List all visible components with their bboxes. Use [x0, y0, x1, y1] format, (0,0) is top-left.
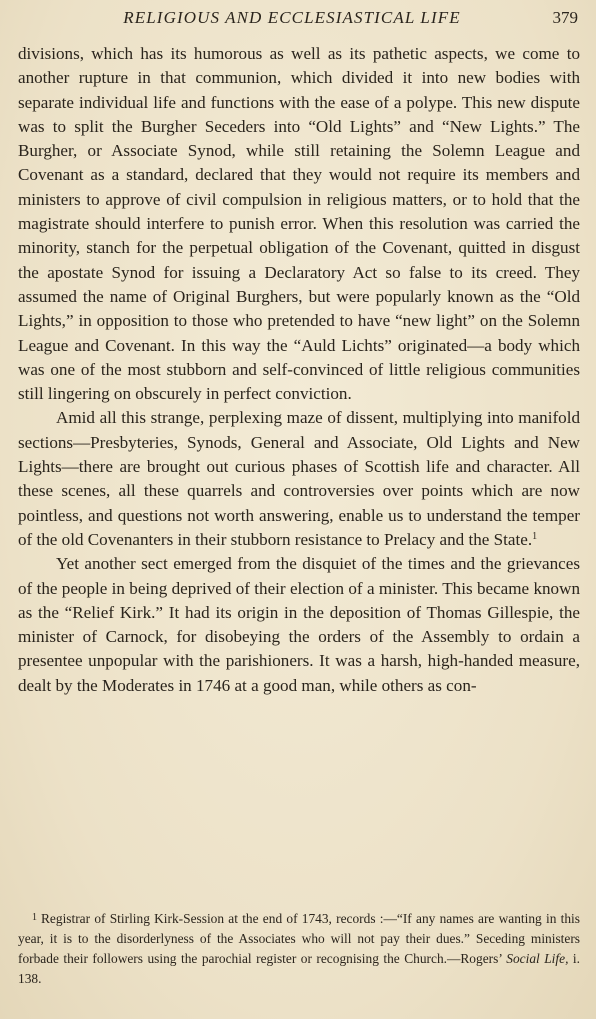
page-header: [18, 8, 578, 34]
paragraph-2-text: Amid all this strange, perplexing maze of dissent, multiplying into manifold sections—Presbyteries, Synods, General and Associate, Old Lights and New Lights—there are brought out curious phases of Scottish life and character. All these scenes, all these quarrels and controversies over points which are now pointless, and questions not worth answering, enable us to understand the temper of the old Covenanters in their stubborn resistance to Prelacy and the State.: [18, 408, 580, 549]
paragraph-1: divisions, which has its humorous as well as its pathetic aspects, we come to another rupture in that communion, which divided it into new bodies with separate individual life and functions with the ease of a polype. This new dispute was to split the Burgher Seceders into “Old Lights” and “New Lights.” The Burgher, or Associate Synod, while still retaining the Solemn League and Covenant as a standard, declared that they would not require its members and ministers to approve of civil compulsion in religious matters, or to hold that the magistrate should interfere to punish error. When this resolution was carried the minority, stanch for the perpetual obligation of the Covenant, quitted in disgust the apostate Synod for issuing a Declaratory Act so false to its creed. They assumed the name of Original Burghers, but were popularly known as the “Old Lights,” in opposition to those who pretended to have “new light” on the Solemn League and Covenant. In this way the “Auld Lichts” originated—a body which was one of the most stubborn and self-convinced of little religious communities still lingering on obscurely in perfect conviction.: [18, 44, 580, 404]
footnote-work-title: Social Life,: [506, 951, 569, 966]
footnote-reference: 1: [532, 530, 538, 542]
footnote-text: Registrar of Stirling Kirk-Session at the end of 1743, records :—“If any names are wanting in this year, it is to the disorderlyness of the Associates who will not pay their dues.” Seceding ministers forbade their followers using the parochial register or recognising the Church.—Rogers’: [18, 911, 580, 966]
running-head: RELIGIOUS AND ECCLESIASTICAL LIFE: [123, 8, 461, 27]
footnote-1: [18, 908, 580, 989]
paragraph-2: [18, 406, 580, 552]
footnote-mark: 1: [32, 912, 37, 923]
main-text: [18, 42, 580, 698]
footnotes: [18, 908, 580, 989]
paragraph-3: Yet another sect emerged from the disquiet of the times and the grievances of the people in being deprived of their election of a minister. This became known as the “Relief Kirk.” It had its origin in the deposition of Thomas Gillespie, the minister of Carnock, for disobeying the orders of the Assembly to ordain a presentee unpopular with the parishioners. It was a harsh, high-handed measure, dealt by the Moderates in 1746 at a good man, while others as con-: [18, 554, 580, 695]
page-number: 379: [552, 8, 578, 27]
footnote-tail: i. 138.: [18, 951, 580, 986]
